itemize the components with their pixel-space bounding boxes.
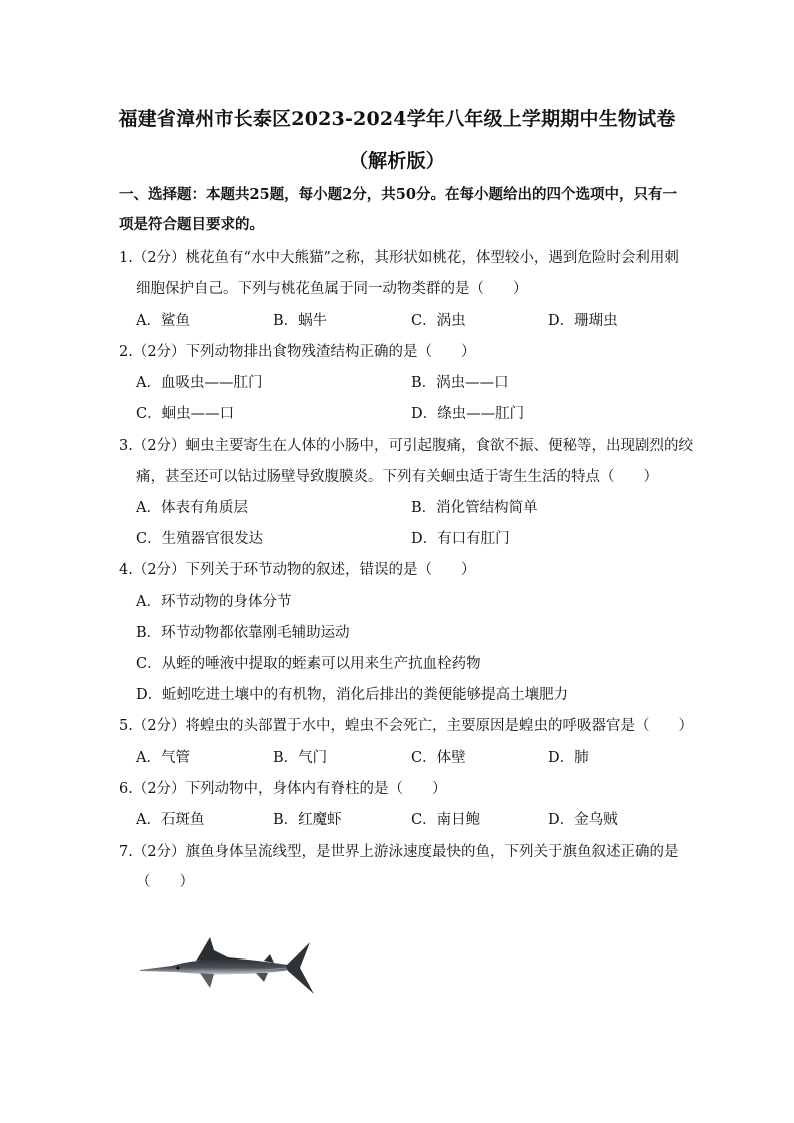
question-5-option-b: B．气门 bbox=[273, 750, 328, 766]
question-5-line1: 5.（2分）将蝗虫的头部置于水中，蝗虫不会死亡，主要原因是蝗虫的呼吸器官是（ ） bbox=[119, 718, 694, 734]
question-2-option-a: A．血吸虫——肛门 bbox=[136, 375, 263, 391]
question-4-line1: 4.（2分）下列关于环节动物的叙述，错误的是（ ） bbox=[119, 562, 476, 578]
pelvic-fin bbox=[256, 973, 268, 982]
question-3-option-c: C．生殖器官很发达 bbox=[136, 531, 264, 547]
question-6-option-a: A．石斑鱼 bbox=[136, 812, 205, 828]
fish-eye bbox=[176, 966, 179, 969]
question-7-line1: 7.（2分）旗鱼身体呈流线型，是世界上游泳速度最快的鱼，下列关于旗鱼叙述正确的是 bbox=[119, 844, 679, 860]
document-title: 福建省漳州市长泰区2023-2024学年八年级上学期期中生物试卷 bbox=[118, 108, 676, 130]
question-3-line1: 3.（2分）蛔虫主要寄生在人体的小肠中，可引起腹痛，食欲不振、便秘等，出现剧烈的绞 bbox=[119, 438, 694, 454]
question-4-option-a: A．环节动物的身体分节 bbox=[136, 594, 292, 610]
question-1-line2: 细胞保护自己。下列与桃花鱼属于同一动物类群的是（ ） bbox=[136, 281, 528, 297]
question-5-option-d: D．肺 bbox=[548, 750, 589, 766]
question-1-option-a: A．鲨鱼 bbox=[136, 313, 190, 329]
tail-fin bbox=[286, 942, 314, 994]
question-1-option-b: B．蜗牛 bbox=[273, 313, 328, 329]
section-heading-line2: 项是符合题目要求的。 bbox=[119, 216, 264, 233]
dorsal-fin bbox=[196, 937, 248, 961]
document-subtitle: （解析版） bbox=[348, 150, 445, 172]
question-3-line2: 痛，甚至还可以钻过肠壁导致腹膜炎。下列有关蛔虫适于寄生生活的特点（ ） bbox=[136, 469, 658, 485]
question-6-option-d: D．金乌贼 bbox=[548, 812, 618, 828]
question-4-option-c: C．从蛭的唾液中提取的蛭素可以用来生产抗血栓药物 bbox=[136, 656, 481, 672]
marlin-fish-illustration bbox=[138, 930, 318, 1002]
question-1-line1: 1.（2分）桃花鱼有“水中大熊猫”之称，其形状如桃花，体型较小，遇到危险时会利用刺 bbox=[119, 250, 679, 266]
question-7-line2: （ ） bbox=[136, 874, 194, 890]
section-heading-line1: 一、选择题：本题共25题，每小题2分，共50分。在每小题给出的四个选项中，只有一 bbox=[119, 186, 677, 203]
question-2-line1: 2.（2分）下列动物排出食物残渣结构正确的是（ ） bbox=[119, 344, 476, 360]
question-4-option-b: B．环节动物都依靠刚毛辅助运动 bbox=[136, 625, 350, 641]
question-1-option-c: C．涡虫 bbox=[411, 313, 466, 329]
question-2-option-d: D．绦虫——肛门 bbox=[411, 406, 525, 422]
question-5-option-c: C．体壁 bbox=[411, 750, 466, 766]
question-3-option-a: A．体表有角质层 bbox=[136, 500, 248, 516]
question-1-option-d: D．珊瑚虫 bbox=[548, 313, 618, 329]
question-6-line1: 6.（2分）下列动物中，身体内有脊柱的是（ ） bbox=[119, 781, 447, 797]
question-6-option-b: B．红魔虾 bbox=[273, 812, 342, 828]
question-5-option-a: A．气管 bbox=[136, 750, 190, 766]
question-2-option-c: C．蛔虫——口 bbox=[136, 406, 235, 422]
question-4-option-d: D．蚯蚓吃进土壤中的有机物，消化后排出的粪便能够提高土壤肥力 bbox=[136, 687, 569, 703]
question-3-option-b: B．消化管结构简单 bbox=[411, 500, 538, 516]
question-2-option-b: B．涡虫——口 bbox=[411, 375, 509, 391]
ventral-fin bbox=[200, 973, 214, 988]
second-dorsal-fin bbox=[264, 954, 274, 963]
question-6-option-c: C．南日鲍 bbox=[411, 812, 481, 828]
question-3-option-d: D．有口有肛门 bbox=[411, 531, 510, 547]
